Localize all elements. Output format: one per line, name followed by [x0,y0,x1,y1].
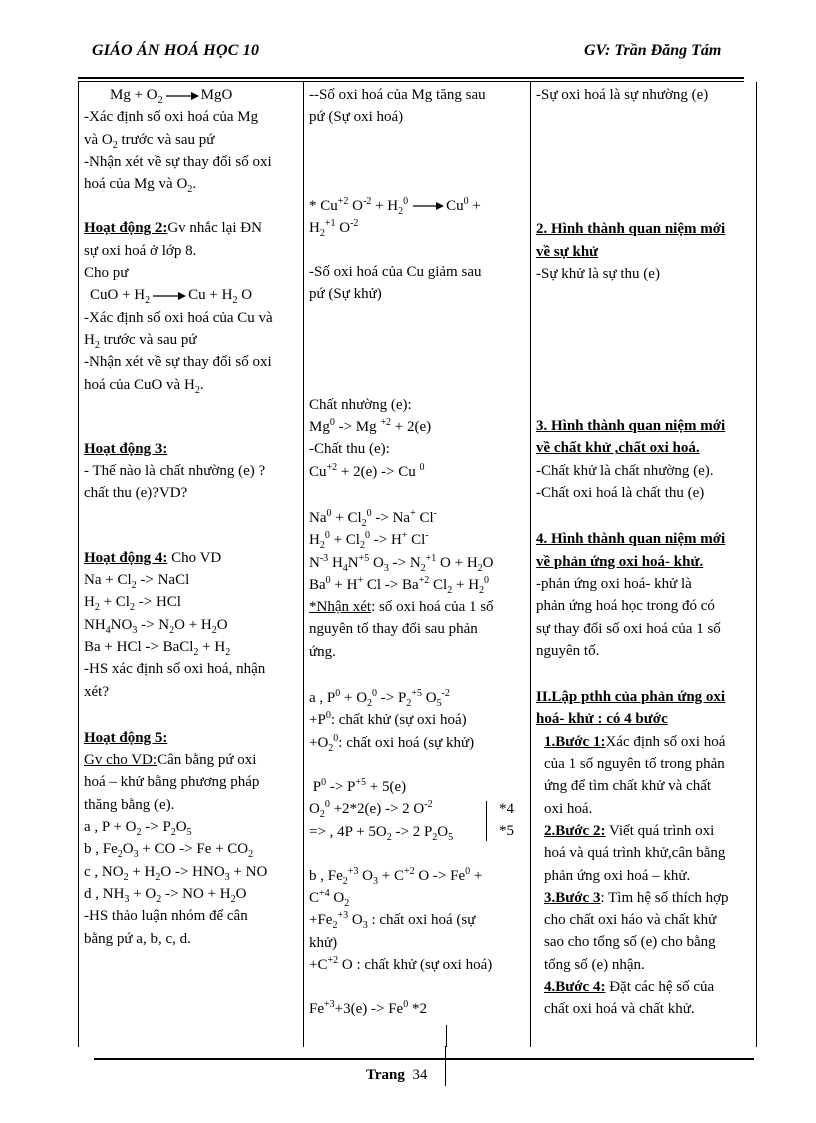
multiplier-5: *5 [499,823,514,839]
table-border-left [78,82,79,1047]
table-divider-1 [303,82,304,1047]
arrow-icon [165,91,199,101]
arrow-icon [410,201,444,211]
activity-2-heading: Hoạt động 2:Gv nhắc lại ĐN [84,220,262,237]
text-line: chất thu (e)?VD? [84,485,188,502]
text-line: -HS xác định số oxi hoá, nhận [84,661,266,678]
heading-2-cont: về sự khử [536,243,599,260]
text-line: cho chất oxi háo và chất khử [544,912,717,929]
table-divider-2 [530,82,531,1047]
divider-bar [446,1025,447,1047]
reaction-line: $H_2 + Cl_2$ -> HCl [84,594,181,614]
text-line: -Nhận xét về sự thay đổi số oxi [84,354,272,371]
text-line: $+Fe_2^{+3}$ $O_3$ : chất oxi hoá (sự [309,910,476,932]
text-line: phản ứng hoá học trong đó có [536,598,715,615]
reaction-line: $Na + Cl_2$ -> NaCl [84,572,190,592]
heading-section-ii: II.Lập pthh của phản ứng oxi [536,689,726,706]
text-line: -Sự khử là sự thu (e) [536,265,660,282]
text-line: $H_2$ trước và sau pứ [84,331,197,351]
text-line: bằng pứ a, b, c, d. [84,930,191,947]
text-line: hoá của Mg và $O_2$. [84,176,197,196]
equation-mg: $Mg + O_2$ MgO [110,87,233,106]
observation: *Nhận xét: số oxi hoá của 1 số [309,599,494,616]
text-line: và $O_2$ trước và sau pứ [84,131,215,151]
reaction-line: $Ba^0 + H^+$ $Cl -> Ba^{+2}$ $Cl_2 + H_2^0$ [309,574,490,596]
text-line: -Chất thu (e): [309,441,390,458]
heading-3: 3. Hình thành quan niệm mới [536,418,726,435]
text-line: -HS thảo luận nhóm để cân [84,908,248,925]
reaction-line: b , $Fe_2O_3$ + CO -> $Fe + CO_2$ [84,841,254,861]
equation-cuo: CuO + $H_2$ $Cu + H_2$ O [90,287,253,307]
table-border-right [756,82,757,1047]
reaction-line: $NH_4NO_3 -> N_2O + H_2O$ [84,616,228,636]
column-content [309,84,523,1021]
text-line: ứng. [309,643,336,660]
step-3: 3.Bước 3: Tìm hệ số thích hợp [544,889,729,906]
reaction-line: a , $P + O_2 -> P_2O_5$ [84,819,192,839]
column-activities [84,84,298,950]
text-line: -Xác định số oxi hoá của Cu và [84,309,273,326]
text-line: -Chất oxi hoá là chất thu (e) [536,485,705,502]
text-line: -Chất khử là chất nhường (e). [536,462,714,479]
text-line: Gv cho VD:Cân bằng pứ oxi [84,752,257,769]
text-line: hoá của CuO và $H_2$. [84,376,204,396]
step-2: 2.Bước 2: Viết quá trình oxi [544,822,715,839]
text-line: Cho pư [84,265,129,282]
text-line: sao cho tổng số (e) cho bằng [544,934,716,951]
text-line: pứ (Sự oxi hoá) [309,109,404,126]
reaction-line: c , $NO_2 + H_2O -> HNO_3$ + NO [84,863,268,883]
text-line: chất oxi hoá và chất khử. [544,1001,695,1018]
text-line: Chất nhường (e): [309,396,412,413]
footer-tick [445,1046,446,1086]
reaction-line: $C^{+4}$ $O_2$ [309,888,350,910]
equation-cu-cont: $H_2^{+1}$ $O^{-2}$ [309,217,359,239]
text-line: -Sự oxi hoá là sự nhường (e) [536,87,709,103]
step-4: 4.Bước 4: Đặt các hệ số của [544,979,715,996]
text-line: hoá và quá trình khử,cân bằng [544,845,726,862]
heading-3-cont: về chất khử ,chất oxi hoá. [536,440,700,457]
half-reaction: => , $4P + 5O_2 -> 2$ $P_2O_5$ [309,823,454,843]
text-line: sự oxi hoá ở lớp 8. [84,242,197,259]
footer-rule [94,1058,754,1060]
reaction-line: b , $Fe_2^{+3}$ $O_3 + C^{+2}$ $O -> Fe^0$ + [309,865,483,887]
half-reaction: $O_2^0 +2*2(e) -> 2$ $O^{-2}$ [309,799,433,821]
column-conclusions [536,84,750,1021]
text-line: của 1 số nguyên tố trong phản [544,756,725,773]
half-reaction: $Fe^{+3}+3(e) -> Fe^0$ *2 [309,999,427,1018]
reaction-line: d , $NH_3 + O_2$ -> NO + $H_2O$ [84,885,247,905]
step-1: 1.Bước 1:Xác định số oxi hoá [544,733,726,750]
heading-2: 2. Hình thành quan niệm mới [536,221,726,238]
text-line: oxi hoá. [544,800,593,817]
text-line: -Số oxi hoá của Cu giảm sau [309,264,482,281]
activity-5-heading: Hoạt động 5: [84,729,168,746]
reaction-line: $H_2^0 + Cl_2^0 -> H^+$ Cl- [309,530,429,552]
header-teacher: GV: Trần Đăng Tám [584,42,722,59]
text-line: sự thay đổi số oxi hoá của 1 số [536,620,721,637]
text-line: thăng bằng (e). [84,796,175,813]
text-line: -phản ứng oxi hoá- khử là [536,575,692,592]
text-line: --Số oxi hoá của Mg tăng sau [309,87,486,103]
text-line: -Xác định số oxi hoá của Mg [84,109,259,126]
text-line: nguyên tố. [536,642,600,659]
text-line: - Thế nào là chất nhường (e) ? [84,463,266,480]
text-line: pứ (Sự khử) [309,286,382,303]
text-line: hoá – khử bằng phương pháp [84,774,260,791]
multiplier-4: *4 [499,801,514,817]
reaction-line: $Na^0 + Cl_2^0 -> Na^+$ Cl- [309,507,438,529]
heading-section-ii-cont: hoá- khử : có 4 bước [536,711,668,728]
arrow-icon [152,291,186,301]
reaction-line: Ba + HCl -> BaCl$_2$ + $H_2$ [84,638,231,658]
equation-cu: * $Cu^{+2}$ $O^{-2} + H_2^0$ $Cu^0$ + [309,195,481,217]
divider-bar [486,801,487,841]
text-line: $+C^{+2}$ O : chất khử (sự oxi hoá) [309,955,493,974]
text-line: $+P^0$: chất khử (sự oxi hoá) [309,710,467,729]
activity-3-heading: Hoạt động 3: [84,440,168,457]
reaction-line: $N^{-3}$ $H_4N^{+5}$ $O_3 -> N_2^{+1}$ $O + H_2O$ [309,552,494,574]
header-rule-thin [78,81,744,82]
text-line: $+O_2^0$: chất oxi hoá (sự khử) [309,732,475,754]
text-line: phản ứng oxi hoá – khử. [544,867,691,884]
text-line: xét? [84,683,109,700]
heading-4-cont: về phản ứng oxi hoá- khử. [536,553,704,570]
reaction-line: a , $P^0 + O_2^0 -> P_2^{+5}$ $O_5^{-2}$ [309,688,450,710]
half-reaction: $P^0 -> P^{+5} + 5(e)$ [309,776,407,795]
text-line: nguyên tố thay đổi sau phản [309,621,478,638]
heading-4: 4. Hình thành quan niệm mới [536,531,726,548]
page-number: Trang 34 [366,1067,428,1083]
text-line: -Nhận xét về sự thay đổi số oxi [84,153,272,170]
text-line: ứng để tìm chất khử và chất [544,778,712,795]
activity-4-heading: Hoạt động 4: Cho VD [84,549,222,566]
text-line: tổng số (e) nhận. [544,956,645,973]
header-rule [78,77,744,79]
equation-cu-e: $Cu^{+2} + 2(e) -> Cu$ $^0$ [309,461,425,480]
text-line: khử) [309,934,338,951]
header-title: GIÁO ÁN HOÁ HỌC 10 [92,42,260,59]
equation-mg-e: Mg$^0$ -> Mg $^{+2}$ + 2(e) [309,417,432,436]
